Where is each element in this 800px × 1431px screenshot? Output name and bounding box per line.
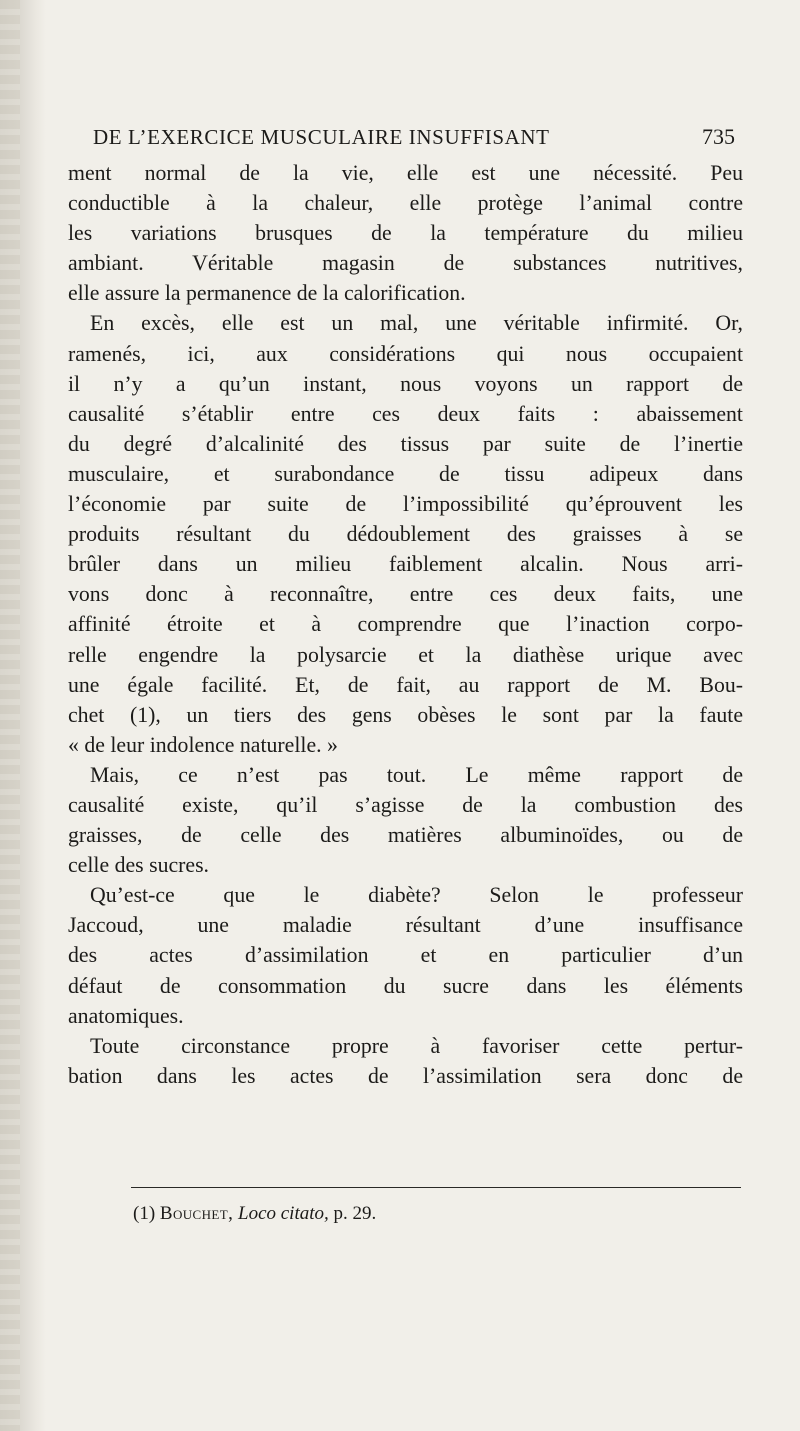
text-line: relle engendre la polysarcie et la diathèse urique avec: [68, 642, 743, 667]
footnote-page: p. 29.: [333, 1203, 377, 1224]
text-line: l’économie par suite de l’impossibilité qu’éprouvent les: [68, 492, 743, 517]
text-line: produits résultant du dédoublement des graisses à se: [68, 522, 743, 547]
text-line: chet (1), un tiers des gens obèses le sont par la faute: [68, 702, 743, 727]
text-line: conductible à la chaleur, elle protège l’animal contre: [68, 191, 743, 216]
text-line: défaut de consommation du sucre dans les éléments: [68, 973, 743, 998]
text-line: graisses, de celle des matières albuminoïdes, ou de: [68, 823, 743, 848]
paragraph-start: Mais, ce n’est pas tout. Le même rapport de: [90, 762, 743, 787]
text-line: les variations brusques de la température du milieu: [68, 221, 743, 246]
body-text: [68, 158, 743, 1091]
footnote-rule: [131, 1187, 741, 1188]
text-line: ment normal de la vie, elle est une nécessité. Peu: [68, 161, 743, 185]
text-line: affinité étroite et à comprendre que l’inaction corpo-: [68, 612, 743, 637]
running-head: [93, 120, 733, 154]
text-line: il n’y a qu’un instant, nous voyons un rapport de: [68, 371, 743, 396]
text-line: causalité existe, qu’il s’agisse de la combustion des: [68, 792, 743, 817]
text-line: elle assure la permanence de la calorification.: [68, 281, 466, 306]
paragraph-start: En excès, elle est un mal, une véritable infirmité. Or,: [90, 311, 743, 336]
text-line: ramenés, ici, aux considérations qui nous occupaient: [68, 341, 743, 366]
running-title: DE L’EXERCICE MUSCULAIRE INSUFFISANT: [93, 125, 550, 149]
text-line: celle des sucres.: [68, 853, 210, 878]
text-line: une égale facilité. Et, de fait, au rapport de M. Bou-: [68, 672, 743, 697]
footnote-marker: (1): [133, 1203, 156, 1224]
text-line: vons donc à reconnaître, entre ces deux faits, une: [68, 582, 743, 607]
text-line: « de leur indolence naturelle. »: [68, 732, 338, 757]
text-line: du degré d’alcalinité des tissus par suite de l’inertie: [68, 431, 743, 456]
footnote: [133, 1198, 733, 1230]
text-line: causalité s’établir entre ces deux faits : abaissement: [68, 401, 743, 426]
text-line: brûler dans un milieu faiblement alcalin. Nous arri-: [68, 552, 743, 577]
text-line: bation dans les actes de l’assimilation sera donc de: [68, 1063, 743, 1088]
footnote-author: Bouchet,: [159, 1203, 234, 1224]
paragraph-start: Qu’est-ce que le diabète? Selon le professeur: [90, 883, 743, 908]
text-line: des actes d’assimilation et en particulier d’un: [68, 943, 743, 968]
text-line: ambiant. Véritable magasin de substances nutritives,: [68, 251, 743, 276]
text-line: musculaire, et surabondance de tissu adipeux dans: [68, 461, 743, 486]
footnote-work: Loco citato,: [238, 1203, 329, 1224]
binding-edge: [0, 0, 20, 1431]
text-line: Jaccoud, une maladie résultant d’une insuffisance: [68, 913, 743, 938]
paragraph-start: Toute circonstance propre à favoriser cette pertur-: [90, 1033, 743, 1058]
page-number: 735: [702, 124, 735, 149]
text-line: anatomiques.: [68, 1003, 184, 1028]
book-page: [53, 0, 743, 1431]
